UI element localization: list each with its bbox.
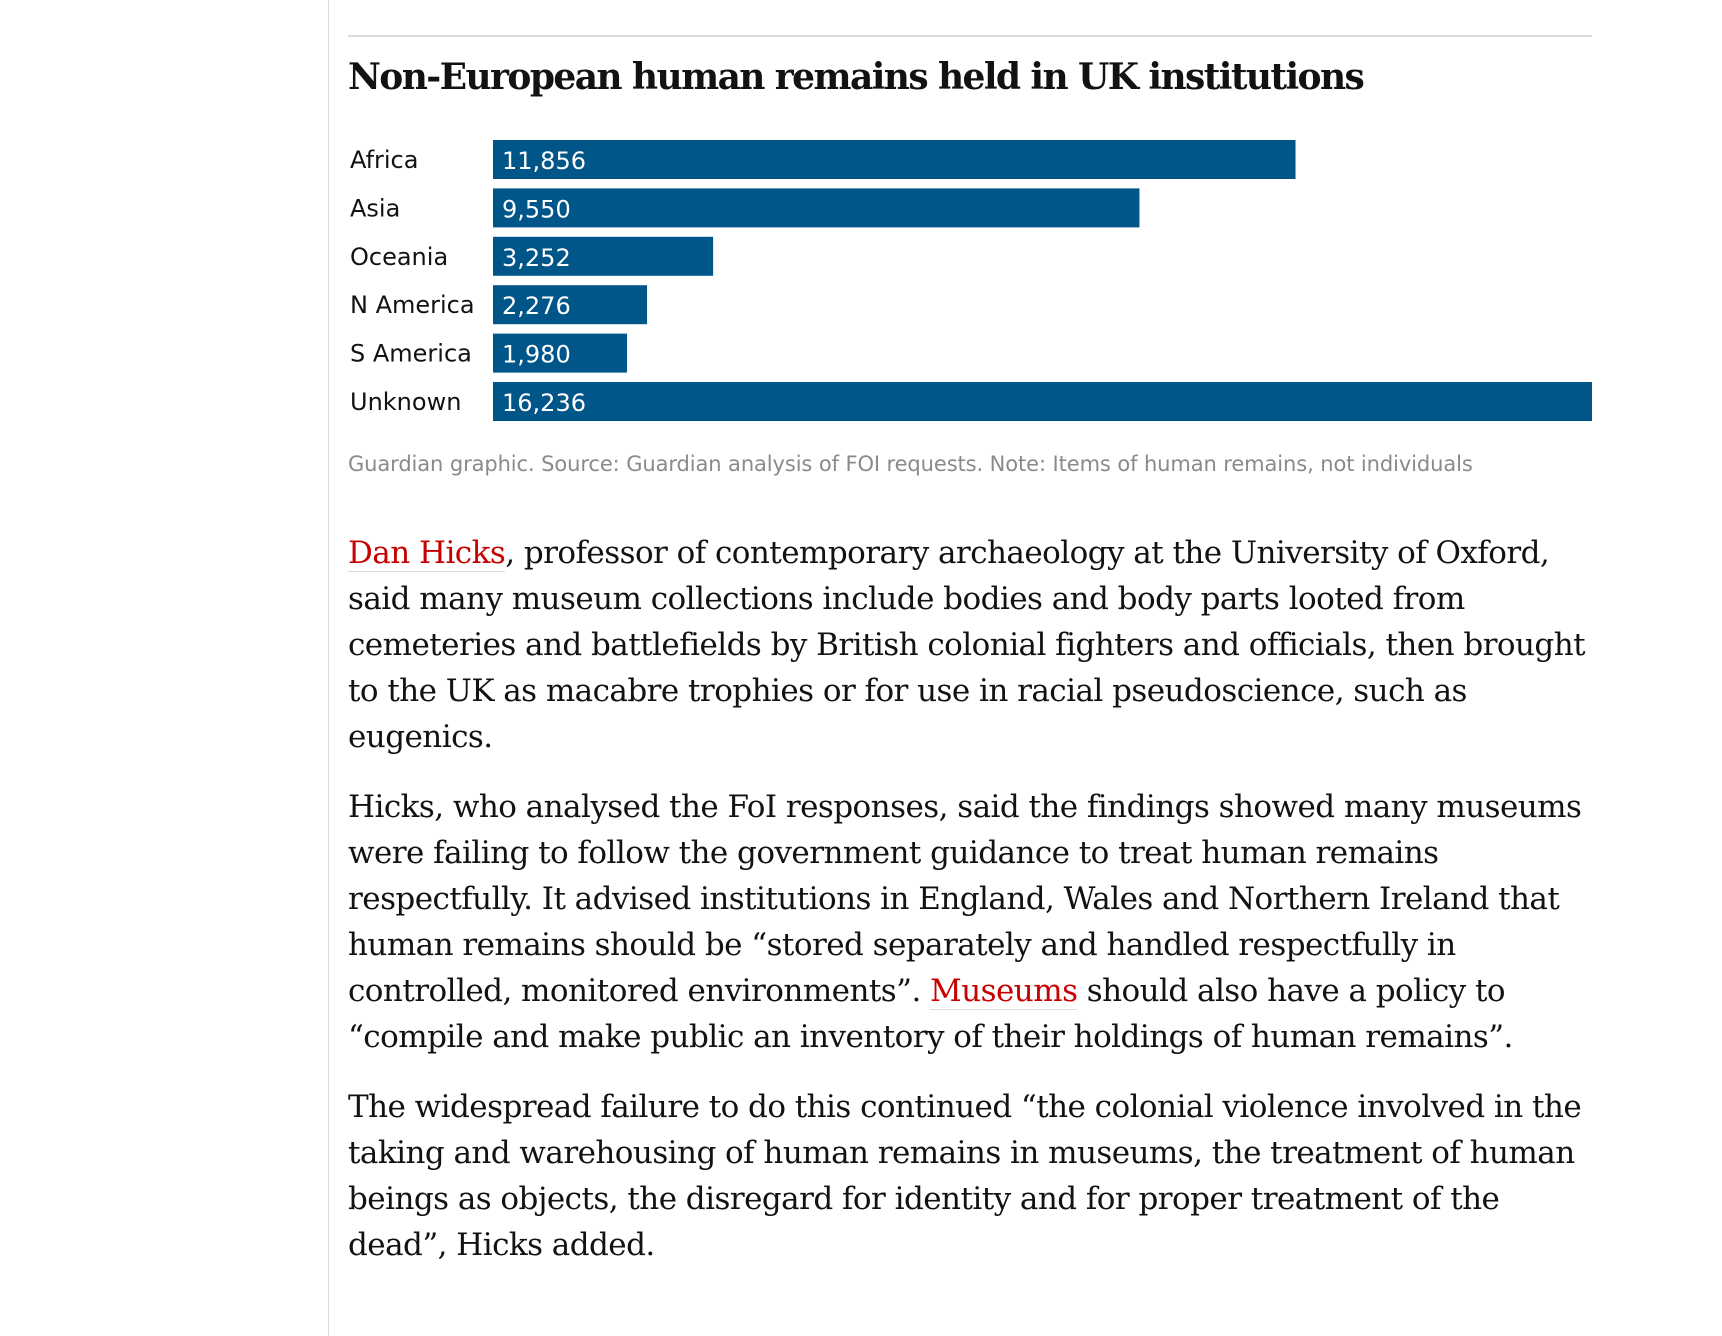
value-label-asia: 9,550 bbox=[502, 195, 571, 224]
article-paragraph-2 bbox=[348, 784, 1592, 1060]
category-label-unknown: Unknown bbox=[350, 388, 462, 416]
museums-link[interactable]: Museums bbox=[930, 973, 1078, 1009]
chart-title: Non-European human remains held in UK institutions bbox=[348, 56, 1364, 98]
value-label-n-america: 2,276 bbox=[502, 292, 571, 321]
paragraph-3-text: The widespread failure to do this continued “the colonial violence involved in the taking and warehousing of human remains in museums, the treatment of human beings as objects, the disregard for identity and for proper treatment of the dead”, Hicks added. bbox=[348, 1089, 1582, 1263]
category-label-asia: Asia bbox=[350, 194, 401, 223]
value-label-s-america: 1,980 bbox=[502, 340, 571, 369]
article-body bbox=[348, 530, 1592, 1292]
paragraph-1-text: , professor of contemporary archaeology at the University of Oxford, said many museum collections include bodies and body parts looted from cemeteries and battlefields by British colonial fighters and officials, then brought to the UK as macabre trophies or for use in racial pseudoscience, such as eugenics. bbox=[348, 535, 1586, 755]
bar-africa bbox=[493, 140, 1296, 179]
value-label-africa: 11,856 bbox=[502, 147, 586, 175]
category-label-oceania: Oceania bbox=[350, 242, 449, 271]
dan-hicks-link[interactable]: Dan Hicks bbox=[348, 535, 506, 571]
category-label-africa: Africa bbox=[350, 146, 419, 174]
article-paragraph-3 bbox=[348, 1084, 1592, 1268]
left-column-divider bbox=[328, 0, 329, 1336]
bar-chart bbox=[348, 140, 1592, 440]
category-label-s-america: S America bbox=[350, 339, 472, 368]
paragraph-2-text-after: should also have a policy to “compile and make public an inventory of their holdings of human remains”. bbox=[348, 973, 1513, 1055]
paragraph-2-text-before: Hicks, who analysed the FoI responses, said the findings showed many museums were failing to follow the government guidance to treat human remains respectfully. It advised institutions in England, Wales and Northern Ireland that human remains should be “stored separately and handled respectfully in controlled, monitored environments”. bbox=[348, 789, 1582, 1009]
bar-asia bbox=[493, 188, 1139, 227]
chart-top-rule bbox=[348, 35, 1592, 37]
value-label-unknown: 16,236 bbox=[502, 389, 586, 417]
bar-unknown bbox=[493, 382, 1592, 421]
article-paragraph-1 bbox=[348, 530, 1592, 760]
value-label-oceania: 3,252 bbox=[502, 243, 571, 272]
category-label-n-america: N America bbox=[350, 291, 475, 320]
chart-source-note: Guardian graphic. Source: Guardian analysis of FOI requests. Note: Items of human remains, not individuals bbox=[348, 452, 1473, 476]
